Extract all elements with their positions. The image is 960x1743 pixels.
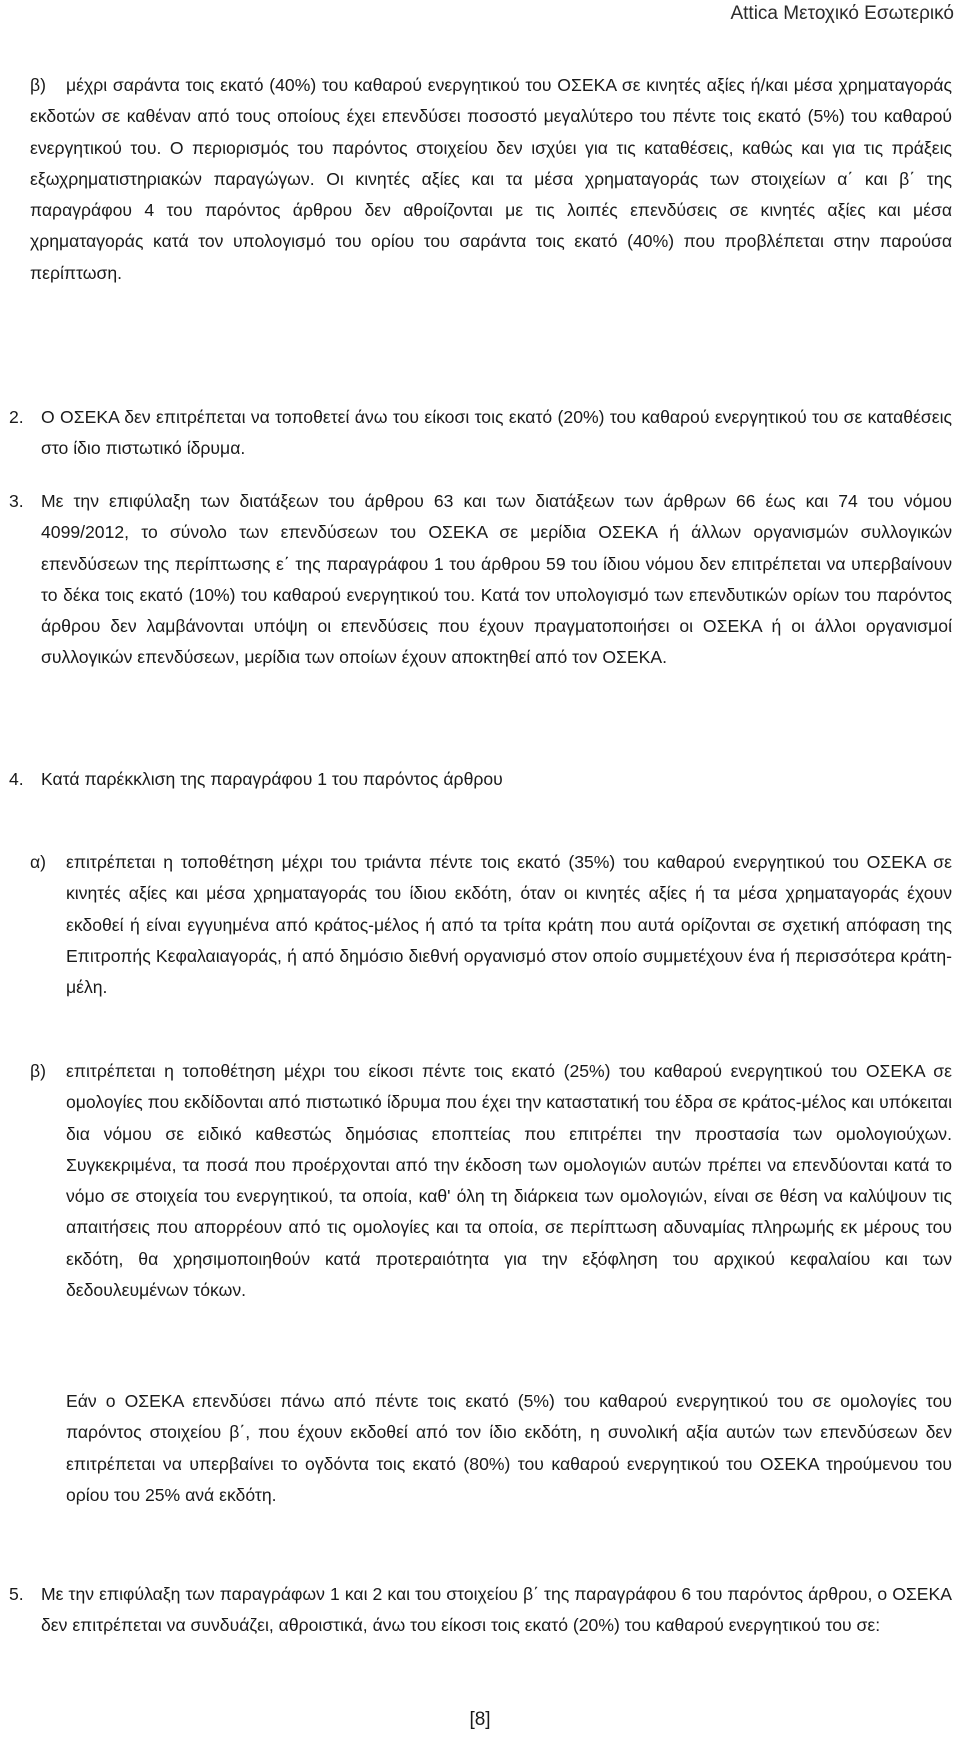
paragraph-beta-limit [30,70,952,289]
page-number: [8] [469,1709,491,1730]
paragraph-label: β) [30,1061,46,1081]
paragraph-number: 3. [9,491,24,511]
paragraph-number: 4. [9,769,24,789]
paragraph-text: Με την επιφύλαξη των παραγράφων 1 και 2 και του στοιχείου β΄ της παραγράφου 6 του παρόντος άρθρου, ο ΟΣΕΚΑ δεν επιτρέπεται να συνδυάζει, αθροιστικά, άνω του είκοσι τοις εκατό (20%) του καθαρού ενεργητικού του σε: [41,1584,952,1636]
numbered-paragraph-3 [9,486,952,674]
numbered-paragraph-2 [9,402,952,465]
paragraph-text: επιτρέπεται η τοποθέτηση μέχρι του τριάντα πέντε τοις εκατό (35%) του καθαρού ενεργητικού του ΟΣΕΚΑ σε κινητές αξίες και μέσα χρηματαγοράς του ίδιου εκδότη, όταν οι κινητές αξίες ή τα μέσα χρηματαγοράς έχουν εκδοθεί ή είναι εγγυημένα από κράτος-μέλος ή από τα τρίτα κράτη που αυτά ορίζονται σε σχετική απόφαση της Επιτροπής Κεφαλαιαγοράς, ή από δημόσιο διεθνή οργανισμό στον οποίο συμμετέχουν ένα ή περισσότερα κράτη-μέλη. [66,852,952,998]
paragraph-text: επιτρέπεται η τοποθέτηση μέχρι του είκοσι πέντε τοις εκατό (25%) του καθαρού ενεργητικού του ΟΣΕΚΑ σε ομολογίες που εκδίδονται από πιστωτικό ίδρυμα που έχει την καταστατική του έδρα σε κράτος-μέλος και υπόκειται δια νόμου σε ειδικό καθεστώς δημόσιας εποπτείας που επιτρέπει την προστασία των ομολογιούχων. Συγκεκριμένα, τα ποσά που προέρχονται από την έκδοση των ομολογιών αυτών πρέπει να επενδύονται κατά το νόμο σε στοιχεία του ενεργητικού, τα οποία, καθ' όλη τη διάρκεια των ομολογιών, είναι σε θέση να καλύψουν τις απαιτήσεις που απορρέουν από τις ομολογίες και τα οποία, σε περίπτωση αδυναμίας πληρωμής εκ μέρους του εκδότη, θα χρησιμοποιηθούν κατά προτεραιότητα για την εξόφληση του αρχικού κεφαλαίου και των δεδουλευμένων τόκων. [66,1061,952,1301]
paragraph-text: Ο ΟΣΕΚΑ δεν επιτρέπεται να τοποθετεί άνω του είκοσι τοις εκατό (20%) του καθαρού ενεργητικού του σε καταθέσεις στο ίδιο πιστωτικό ίδρυμα. [41,407,952,459]
numbered-paragraph-4 [9,764,952,795]
paragraph-number: 5. [9,1584,24,1604]
document-header: Attica Μετοχικό Εσωτερικό [730,3,954,24]
subparagraph-beta [30,1056,952,1306]
numbered-paragraph-5 [9,1579,952,1642]
paragraph-number: 2. [9,407,24,427]
subparagraph-beta-continuation [66,1386,952,1511]
paragraph-text: Κατά παρέκκλιση της παραγράφου 1 του παρόντος άρθρου [41,769,503,789]
paragraph-label: β) [30,75,46,95]
subparagraph-alpha [30,847,952,1003]
paragraph-label: α) [30,852,47,872]
paragraph-text: Εάν ο ΟΣΕΚΑ επενδύσει πάνω από πέντε τοις εκατό (5%) του καθαρού ενεργητικού του σε ομολογίες του παρόντος στοιχείου β΄, που έχουν εκδοθεί από τον ίδιο εκδότη, η συνολική αξία αυτών των επενδύσεων δεν επιτρέπεται να υπερβαίνει το ογδόντα τοις εκατό (80%) του καθαρού ενεργητικού του ΟΣΕΚΑ τηρούμενου του ορίου του 25% ανά εκδότη. [66,1391,952,1505]
paragraph-text: μέχρι σαράντα τοις εκατό (40%) του καθαρού ενεργητικού του ΟΣΕΚΑ σε κινητές αξίες ή/και μέσα χρηματαγοράς εκδοτών σε καθέναν από τους οποίους έχει επενδύσει ποσοστό μεγαλύτερο του πέντε τοις εκατό (5%) του καθαρού ενεργητικού του. Ο περιορισμός του παρόντος στοιχείου δεν ισχύει για τις καταθέσεις, καθώς και για τις πράξεις εξωχρηματιστηριακών παραγώγων. Οι κινητές αξίες και τα μέσα χρηματαγοράς των στοιχείων α΄ και β΄ της παραγράφου 4 του παρόντος άρθρου δεν αθροίζονται με τις λοιπές επενδύσεις σε κινητές αξίες και μέσα χρηματαγοράς κατά τον υπολογισμό του ορίου του σαράντα τοις εκατό (40%) που προβλέπεται στην παρούσα περίπτωση. [30,75,952,283]
paragraph-text: Με την επιφύλαξη των διατάξεων του άρθρου 63 και των διατάξεων των άρθρων 66 έως και 74 του νόμου 4099/2012, το σύνολο των επενδύσεων του ΟΣΕΚΑ σε μερίδια ΟΣΕΚΑ ή άλλων οργανισμών συλλογικών επενδύσεων της περίπτωσης ε΄ της παραγράφου 1 του άρθρου 59 του ίδιου νόμου δεν επιτρέπεται να υπερβαίνουν το δέκα τοις εκατό (10%) του καθαρού ενεργητικού του. Κατά τον υπολογισμό των επενδυτικών ορίων του παρόντος άρθρου δεν λαμβάνονται υπόψη οι επενδύσεις που έχουν πραγματοποιήσει οι ΟΣΕΚΑ ή οι άλλοι οργανισμοί συλλογικών επενδύσεων, μερίδια των οποίων έχουν αποκτηθεί από τον ΟΣΕΚΑ. [41,491,952,668]
